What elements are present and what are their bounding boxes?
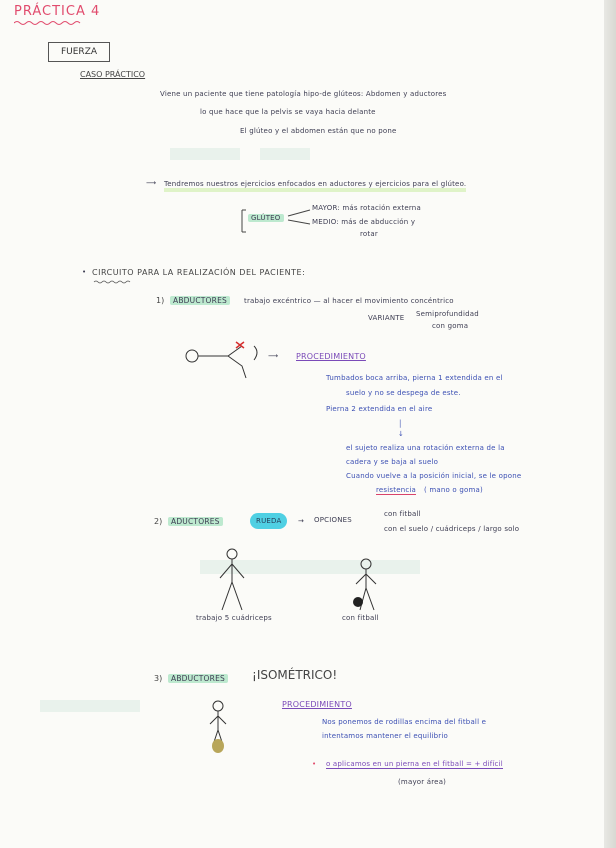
- options-label: OPCIONES: [314, 516, 352, 524]
- procedure-line: ( mano o goma): [424, 486, 483, 494]
- resistance-word: resistencia: [376, 486, 417, 494]
- case-line-2: lo que hace que la pelvis se vaya hacia delante: [200, 108, 376, 116]
- standing-figure: [214, 548, 254, 618]
- gluteo-medio: MEDIO: más de abducción y: [312, 218, 416, 226]
- case-line-3: El glúteo y el abdomen están que no pone: [240, 127, 397, 135]
- kneeling-figure: [206, 700, 230, 756]
- procedure-line: cadera y se baja al suelo: [346, 458, 439, 466]
- exercise-1-number: 1): [156, 296, 165, 305]
- procedure-line: Tumbados boca arriba, pierna 1 extendida en el: [326, 374, 503, 382]
- topic-box: FUERZA: [48, 42, 110, 62]
- option-2: con el suelo / cuádriceps / largo solo: [384, 525, 520, 533]
- exercise-1-figure: [182, 338, 272, 384]
- gluteo-label: GLÚTEO: [248, 214, 284, 222]
- case-heading: CASO PRÁCTICO: [80, 70, 146, 79]
- procedure-line: Nos ponemos de rodillas encima del fitball e: [322, 718, 487, 726]
- procedure-line: suelo y no se despega de este.: [346, 389, 461, 397]
- gluteo-medio-2: rotar: [360, 230, 378, 238]
- figure-caption-2: con fitball: [342, 614, 379, 622]
- extra-note: o aplicamos en un pierna en el fitball = + difícil: [326, 760, 503, 768]
- exercise-2-name: ADUCTORES: [168, 517, 223, 526]
- dash-arrow-glyph: →: [298, 517, 305, 525]
- exercise-2-badge: RUEDA: [250, 513, 287, 529]
- bleed-through-mark: [40, 700, 140, 712]
- isometric-label: ISOMÉTRICO: [256, 668, 333, 682]
- arrow-glyph: ⟶: [146, 179, 157, 187]
- procedure-line: Cuando vuelve a la posición inicial, se le opone: [346, 472, 522, 480]
- arrow-glyph: ⟶: [268, 352, 279, 360]
- option-1: con fitball: [384, 510, 421, 518]
- bullet-icon: •: [312, 760, 317, 768]
- variant-a: Semiprofundidad: [416, 310, 479, 318]
- variant-b: con goma: [432, 322, 469, 330]
- exercise-3-type: ¡ISOMÉTRICO!: [252, 668, 338, 682]
- procedure-line: intentamos mantener el equilibrio: [322, 732, 448, 740]
- exercise-3-number: 3): [154, 674, 163, 683]
- bleed-through-mark: [170, 148, 240, 160]
- bullet-icon: •: [82, 268, 87, 276]
- title-underline: [14, 20, 84, 26]
- exercise-3-procedure-heading: PROCEDIMIENTO: [282, 700, 352, 709]
- exercise-3-name: ABDUCTORES: [168, 674, 228, 683]
- case-line-1: Viene un paciente que tiene patología hipo-de glúteos: Abdomen y aductores: [160, 90, 447, 98]
- gluteo-mayor: MAYOR: más rotación externa: [312, 204, 421, 212]
- heading-underline: [94, 280, 134, 285]
- variant-label: VARIANTE: [368, 314, 405, 322]
- down-arrow: │: [398, 420, 403, 428]
- page-edge: [604, 0, 616, 848]
- procedure-line: el sujeto realiza una rotación externa de la: [346, 444, 505, 452]
- procedure-line: Pierna 2 extendida en el aire: [326, 405, 433, 413]
- bleed-through-mark: [260, 148, 310, 160]
- figure-caption-1: trabajo 5 cuádriceps: [196, 614, 272, 622]
- circuit-heading: CIRCUITO PARA LA REALIZACIÓN DEL PACIENTE:: [92, 268, 306, 277]
- exercise-2-number: 2): [154, 517, 163, 526]
- extra-note-2: (mayor área): [398, 778, 447, 786]
- exercise-1-detail: trabajo excéntrico — al hacer el movimiento concéntrico: [244, 297, 454, 305]
- work-line: Tendremos nuestros ejercicios enfocados en aductores y ejercicios para el glúteo.: [164, 180, 466, 192]
- down-arrow: ↓: [398, 430, 405, 438]
- exercise-1-procedure-heading: PROCEDIMIENTO: [296, 352, 366, 361]
- fitball-figure: [346, 558, 386, 618]
- exercise-1-name: ABDUCTORES: [170, 296, 230, 305]
- page-title: PRÁCTICA 4: [14, 4, 101, 19]
